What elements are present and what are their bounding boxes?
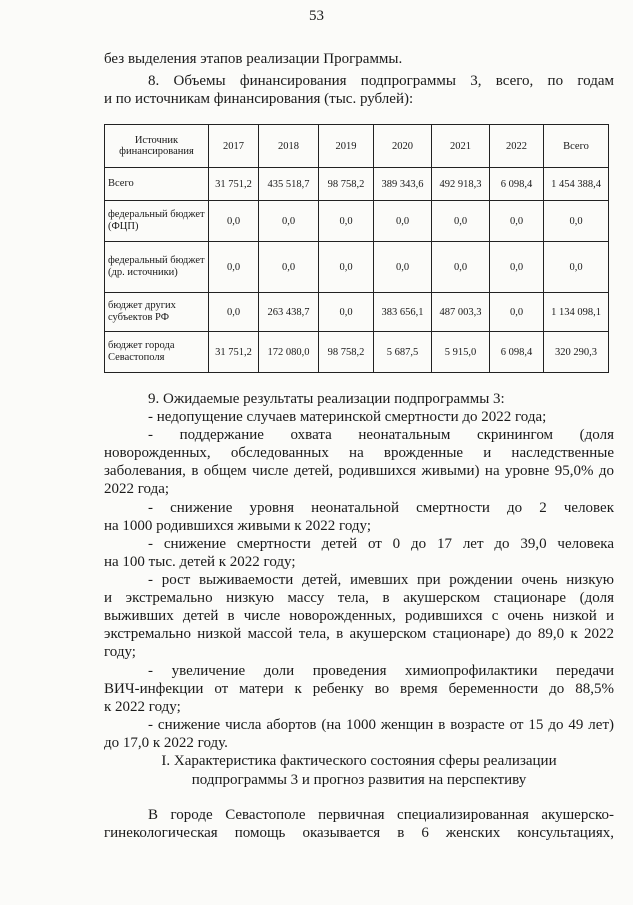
result-item-2-line-1: - поддержание охвата неонатальным скринингом (доля	[148, 427, 614, 443]
cell-total: 0,0	[544, 201, 609, 242]
section-8-line-2: и по источникам финансирования (тыс. рублей):	[104, 91, 414, 107]
row-source: федеральный бюджет (др. источники)	[105, 242, 209, 293]
cell-total: 1 134 098,1	[544, 293, 609, 332]
result-item-6-line-3: к 2022 году;	[104, 699, 181, 715]
result-item-3-line-2: на 1000 родившихся живыми к 2022 году;	[104, 518, 372, 534]
cell-value: 389 343,6	[374, 168, 432, 201]
row-source: бюджет других субъектов РФ	[105, 293, 209, 332]
chapter-title-line-1: I. Характеристика фактического состояния сферы реализации	[161, 753, 557, 769]
cell-value: 0,0	[490, 293, 544, 332]
result-item-5-line-3: выживших детей в числе новорожденных, родившихся с очень низкой и	[104, 608, 614, 624]
final-paragraph-line-2: гинекологическая помощь оказывается в 6 женских консультациях,	[104, 825, 614, 841]
page-number: 53	[309, 8, 324, 24]
cell-value: 487 003,3	[432, 293, 490, 332]
cell-value: 0,0	[319, 201, 374, 242]
header-year: 2022	[490, 125, 544, 168]
table-header-row	[105, 125, 609, 168]
cell-value: 263 438,7	[259, 293, 319, 332]
result-item-4-line-1: - снижение смертности детей от 0 до 17 лет до 39,0 человека	[148, 536, 614, 552]
result-item-4-line-2: на 100 тыс. детей к 2022 году;	[104, 554, 296, 570]
cell-value: 5 687,5	[374, 332, 432, 373]
cell-value: 0,0	[374, 201, 432, 242]
section-8-line-1: 8. Объемы финансирования подпрограммы 3, всего, по годам	[148, 73, 614, 89]
cell-total: 0,0	[544, 242, 609, 293]
result-item-5-line-2: и экстремально низкую массу тела, в акушерском стационаре (доля	[104, 590, 614, 606]
final-paragraph-line-1: В городе Севастополе первичная специализированная акушерско-	[148, 807, 614, 823]
result-item-5-line-5: году;	[104, 644, 136, 660]
cell-value: 0,0	[432, 201, 490, 242]
cell-value: 0,0	[209, 242, 259, 293]
cell-value: 6 098,4	[490, 332, 544, 373]
header-year: 2018	[259, 125, 319, 168]
row-source: Всего	[105, 168, 209, 201]
table-row	[105, 242, 609, 293]
section-8-heading	[104, 72, 614, 108]
financing-table	[104, 124, 609, 373]
cell-value: 0,0	[209, 293, 259, 332]
intro-text: без выделения этапов реализации Программы.	[104, 51, 403, 67]
header-source: Источник финансирования	[105, 125, 209, 168]
header-year: 2021	[432, 125, 490, 168]
header-year: 2020	[374, 125, 432, 168]
cell-value: 31 751,2	[209, 332, 259, 373]
result-item-7-line-2: до 17,0 к 2022 году.	[104, 735, 228, 751]
cell-value: 0,0	[432, 242, 490, 293]
chapter-heading	[104, 752, 614, 790]
cell-value: 98 758,2	[319, 332, 374, 373]
table-row	[105, 332, 609, 373]
cell-value: 98 758,2	[319, 168, 374, 201]
result-item-1: - недопущение случаев материнской смертности до 2022 года;	[148, 409, 547, 425]
table-row	[105, 293, 609, 332]
cell-value: 6 098,4	[490, 168, 544, 201]
result-item-5-line-1: - рост выживаемости детей, имевших при рождении очень низкую	[148, 572, 614, 588]
cell-value: 435 518,7	[259, 168, 319, 201]
final-paragraph	[104, 806, 614, 842]
row-source: федеральный бюджет (ФЦП)	[105, 201, 209, 242]
section-9	[104, 390, 614, 752]
result-item-3-line-1: - снижение уровня неонатальной смертности до 2 человек	[148, 500, 614, 516]
table-row	[105, 201, 609, 242]
cell-value: 492 918,3	[432, 168, 490, 201]
cell-value: 31 751,2	[209, 168, 259, 201]
result-item-2-line-2: новорожденных, обследованных на врожденные и наследственные	[104, 445, 614, 461]
result-item-6-line-1: - увеличение доли проведения химиопрофилактики передачи	[148, 663, 614, 679]
cell-value: 0,0	[319, 293, 374, 332]
chapter-title-line-2: подпрограммы 3 и прогноз развития на перспективу	[191, 772, 527, 788]
result-item-6-line-2: ВИЧ-инфекции от матери к ребенку во время беременности до 88,5%	[104, 681, 614, 697]
cell-total: 320 290,3	[544, 332, 609, 373]
result-item-2-line-3: заболевания, в общем числе детей, родившихся живыми) на уровне 95,0% до	[104, 463, 614, 479]
cell-value: 5 915,0	[432, 332, 490, 373]
header-year: 2019	[319, 125, 374, 168]
cell-value: 0,0	[374, 242, 432, 293]
header-year: 2017	[209, 125, 259, 168]
result-item-5-line-4: экстремально низкой массой тела, в акушерском стационаре) до 89,0 к 2022	[104, 626, 614, 642]
cell-value: 0,0	[319, 242, 374, 293]
result-item-7-line-1: - снижение числа абортов (на 1000 женщин в возрасте от 15 до 49 лет)	[148, 717, 614, 733]
cell-total: 1 454 388,4	[544, 168, 609, 201]
result-item-2-line-4: 2022 года;	[104, 481, 170, 497]
table-row	[105, 168, 609, 201]
cell-value: 383 656,1	[374, 293, 432, 332]
section-9-title: 9. Ожидаемые результаты реализации подпрограммы 3:	[148, 391, 505, 407]
header-total: Всего	[544, 125, 609, 168]
cell-value: 0,0	[259, 201, 319, 242]
cell-value: 172 080,0	[259, 332, 319, 373]
intro-line	[104, 50, 614, 68]
row-source: бюджет города Севастополя	[105, 332, 209, 373]
cell-value: 0,0	[490, 201, 544, 242]
cell-value: 0,0	[209, 201, 259, 242]
cell-value: 0,0	[490, 242, 544, 293]
cell-value: 0,0	[259, 242, 319, 293]
